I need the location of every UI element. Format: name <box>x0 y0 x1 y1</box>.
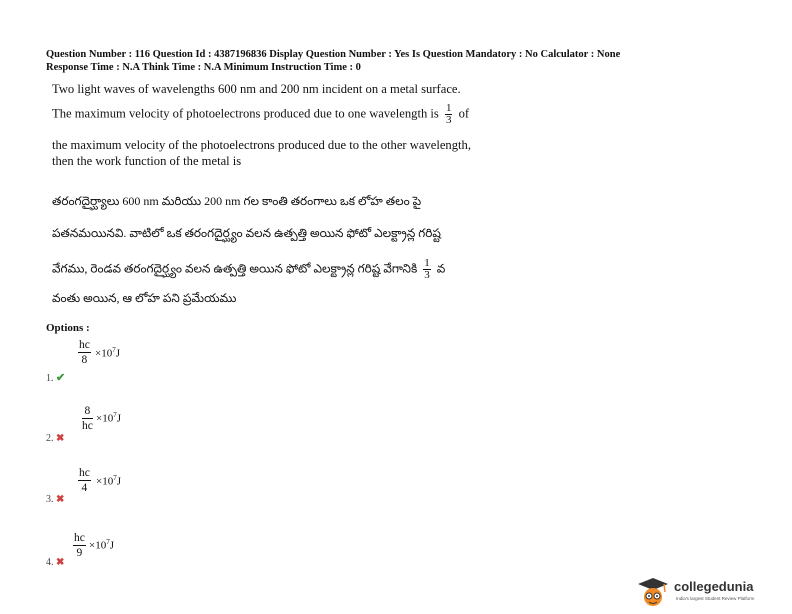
question-en-line-4: then the work function of the metal is <box>52 154 242 168</box>
question-te-line-3 <box>52 258 445 281</box>
question-te-line-3-post: వ <box>436 261 446 276</box>
question-en-line-2-post: of <box>458 106 470 121</box>
option-2-number: 2. ✖ <box>46 433 65 444</box>
option-1-fraction <box>78 338 91 367</box>
question-te-line-2: పతనమయినవి. వాటిలో ఒక తరంగదైర్ఘ్యం వలన ఉత్పత్తి అయిన ఫోటో ఎలక్ట్రాన్ల గరిష్ట <box>52 226 441 240</box>
meta-line-1: Question Number : 116 Question Id : 4387196836 Display Question Number : Yes Is Question Mandatory : No Calculator : None <box>46 49 621 60</box>
fraction-one-third-te <box>423 258 431 281</box>
question-te-line-4: వంతు అయిన, ఆ లోహ పని ప్రమేయము <box>52 291 237 305</box>
fraction-numerator-te: 1 <box>424 257 430 269</box>
option-4-multiplier: $\times 10^7J$ <box>89 538 114 552</box>
option-4-denominator: 9 <box>76 547 83 559</box>
question-en-line-3: the maximum velocity of the photoelectrons produced due to the other wavelength, <box>52 138 471 152</box>
question-en-line-2 <box>52 103 582 126</box>
meta-line-2: Response Time : N.A Think Time : N.A Minimum Instruction Time : 0 <box>46 62 361 73</box>
option-1-number: 1. ✔ <box>46 372 66 384</box>
option-1-numerator: hc <box>79 339 90 351</box>
question-en-line-1: Two light waves of wavelengths 600 nm and 200 nm incident on a metal surface. <box>52 82 461 96</box>
wrong-cross-icon: ✖ <box>56 557 65 568</box>
option-3-fraction <box>78 466 91 495</box>
fraction-denominator-te: 3 <box>424 269 430 281</box>
question-te-line-3-pre: వేగము, రెండవ తరంగదైర్ఘ్యం వలన ఉత్పత్తి అయిన ఫోటో ఎలక్ట్రాన్ల గరిష్ట వేగానికి <box>52 261 418 276</box>
question-en-line-2-pre: The maximum velocity of photoelectrons produced due to one wavelength is <box>52 106 439 121</box>
fraction-numerator: 1 <box>445 102 452 114</box>
fraction-one-third <box>445 103 453 126</box>
option-2-multiplier: $\times 10^7J$ <box>96 411 121 425</box>
option-2-numerator: 8 <box>82 404 93 419</box>
wrong-cross-icon: ✖ <box>56 494 65 505</box>
option-3-multiplier: $\times 10^7J$ <box>96 474 121 488</box>
option-4-number: 4. ✖ <box>46 557 65 568</box>
option-3-number: 3. ✖ <box>46 494 65 505</box>
option-1-denominator: 8 <box>81 354 88 366</box>
question-meta <box>46 48 620 74</box>
option-4-numerator: hc <box>74 532 85 544</box>
collegedunia-logo[interactable] <box>634 575 784 609</box>
option-4-fraction <box>73 531 86 560</box>
option-2-fraction <box>82 404 93 433</box>
option-3-denominator: 4 <box>81 482 88 494</box>
correct-check-icon: ✔ <box>56 372 66 384</box>
option-3-numerator: hc <box>79 467 90 479</box>
logo-wordmark: collegedunia <box>674 579 754 594</box>
fraction-denominator: 3 <box>445 114 452 126</box>
option-2-denominator: hc <box>82 420 93 432</box>
graduate-mascot-icon <box>634 575 672 609</box>
question-te-line-1: తరంగదైర్ఘ్యాలు 600 nm మరియు 200 nm గల కాంతి తరంగాలు ఒక లోహ తలం పై <box>52 194 422 208</box>
options-label: Options : <box>46 322 90 334</box>
wrong-cross-icon: ✖ <box>56 433 65 444</box>
logo-tagline: India's largest Student Review Platform <box>676 596 755 601</box>
option-1-multiplier: $\times 10^7J$ <box>95 346 120 360</box>
